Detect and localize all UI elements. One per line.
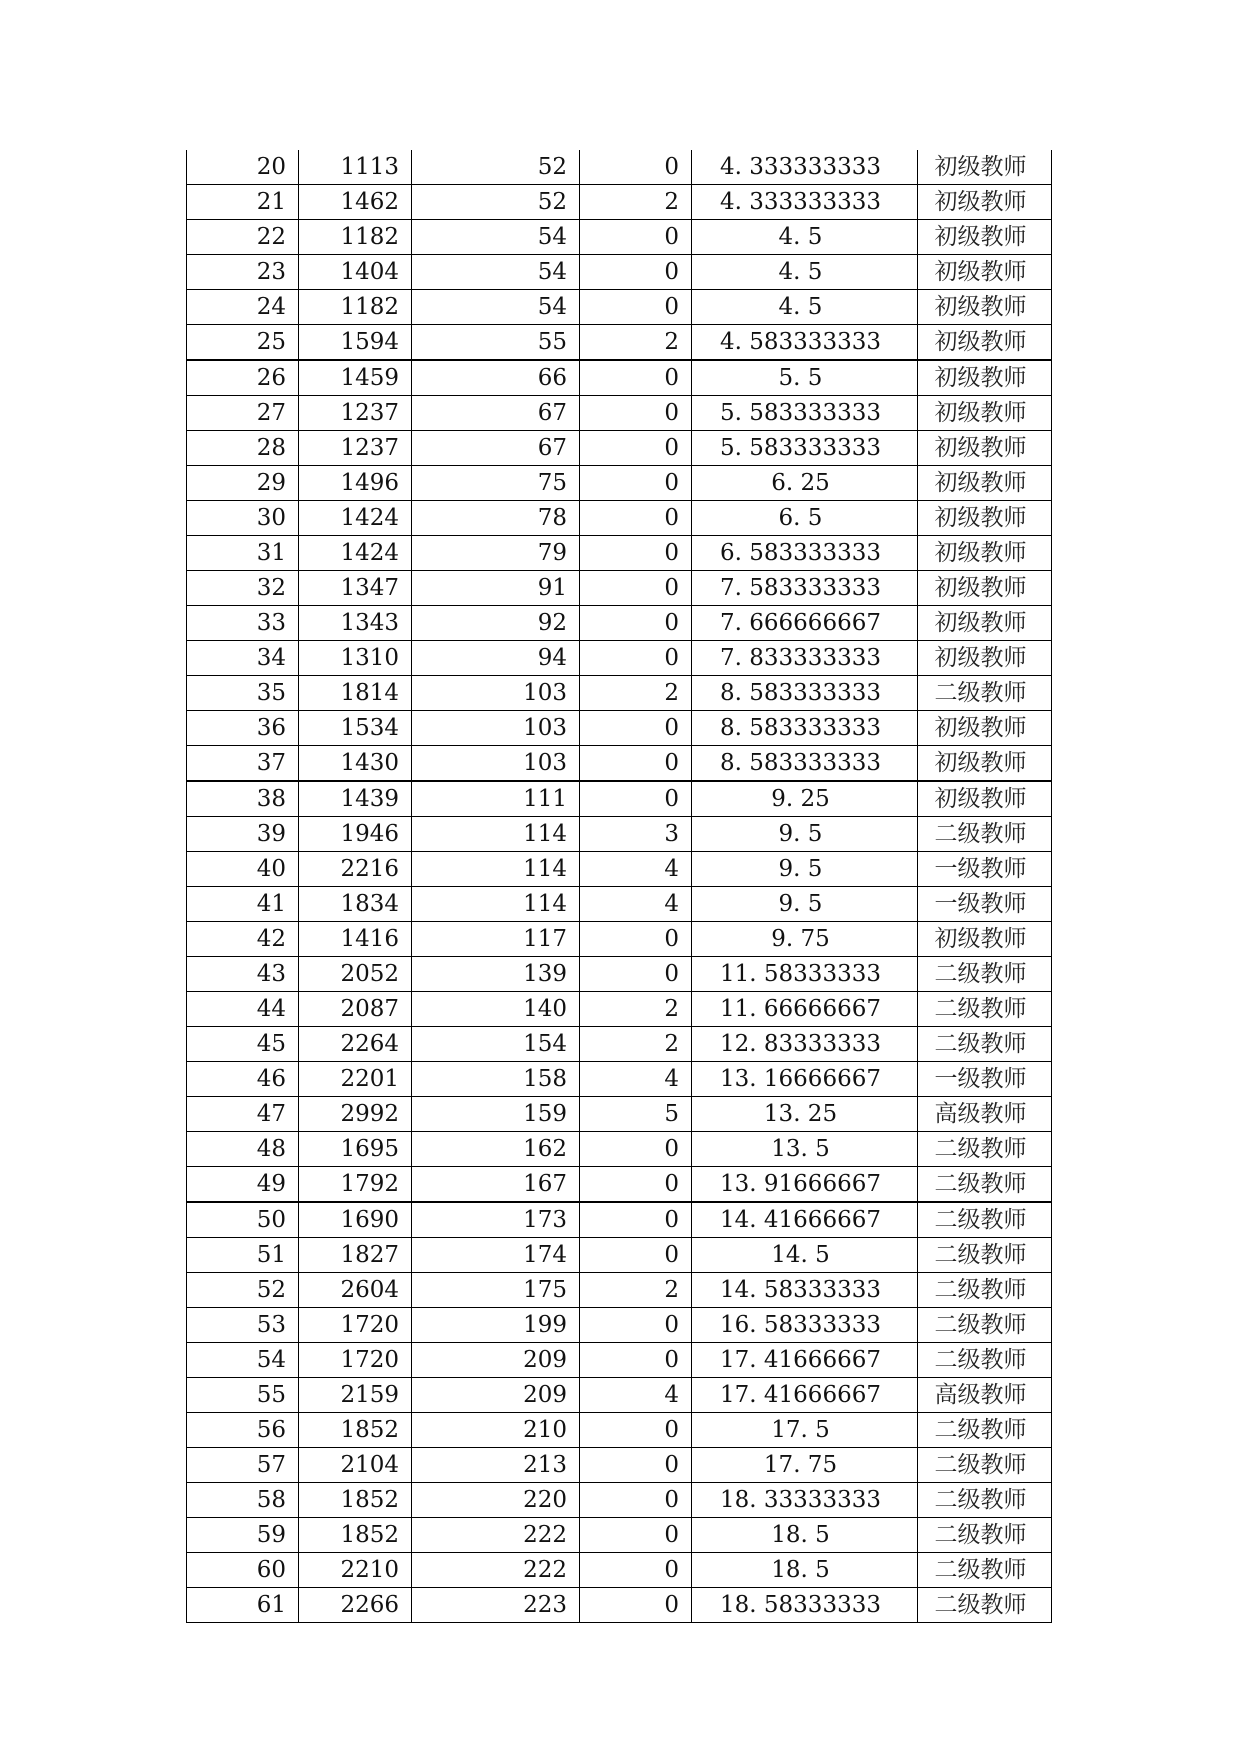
teacher-rank-cell: 二级教师 xyxy=(918,1448,1052,1483)
ratio-cell: 9. 5 xyxy=(692,817,918,852)
table-row xyxy=(187,536,1052,571)
ratio-cell: 4. 333333333 xyxy=(692,150,918,185)
row-number-cell: 24 xyxy=(187,290,299,325)
teacher-rank-cell: 二级教师 xyxy=(918,1553,1052,1588)
count-cell: 0 xyxy=(580,255,692,290)
value-b-cell: 92 xyxy=(412,606,580,641)
table-row xyxy=(187,220,1052,255)
value-b-cell: 54 xyxy=(412,255,580,290)
value-b-cell: 103 xyxy=(412,746,580,782)
value-a-cell: 2264 xyxy=(299,1027,412,1062)
table-row xyxy=(187,1518,1052,1553)
row-number-cell: 48 xyxy=(187,1132,299,1167)
value-a-cell: 1827 xyxy=(299,1238,412,1273)
value-b-cell: 220 xyxy=(412,1483,580,1518)
value-a-cell: 1594 xyxy=(299,325,412,361)
row-number-cell: 53 xyxy=(187,1308,299,1343)
value-b-cell: 173 xyxy=(412,1202,580,1238)
value-a-cell: 1237 xyxy=(299,431,412,466)
ratio-cell: 4. 333333333 xyxy=(692,185,918,220)
count-cell: 0 xyxy=(580,1343,692,1378)
teacher-rank-cell: 二级教师 xyxy=(918,1027,1052,1062)
count-cell: 0 xyxy=(580,1483,692,1518)
count-cell: 4 xyxy=(580,1378,692,1413)
teacher-rank-cell: 初级教师 xyxy=(918,290,1052,325)
value-b-cell: 209 xyxy=(412,1343,580,1378)
count-cell: 0 xyxy=(580,711,692,746)
row-number-cell: 32 xyxy=(187,571,299,606)
value-b-cell: 54 xyxy=(412,220,580,255)
value-a-cell: 1347 xyxy=(299,571,412,606)
row-number-cell: 46 xyxy=(187,1062,299,1097)
value-a-cell: 1695 xyxy=(299,1132,412,1167)
table-row xyxy=(187,1378,1052,1413)
value-b-cell: 114 xyxy=(412,852,580,887)
value-b-cell: 158 xyxy=(412,1062,580,1097)
value-a-cell: 1459 xyxy=(299,360,412,396)
row-number-cell: 42 xyxy=(187,922,299,957)
count-cell: 0 xyxy=(580,396,692,431)
row-number-cell: 45 xyxy=(187,1027,299,1062)
teacher-rank-cell: 初级教师 xyxy=(918,922,1052,957)
count-cell: 4 xyxy=(580,887,692,922)
teacher-rank-cell: 初级教师 xyxy=(918,150,1052,185)
table-row xyxy=(187,711,1052,746)
value-a-cell: 1416 xyxy=(299,922,412,957)
teacher-rank-cell: 二级教师 xyxy=(918,1167,1052,1203)
table-row xyxy=(187,466,1052,501)
table-row xyxy=(187,1588,1052,1623)
count-cell: 2 xyxy=(580,325,692,361)
table-row xyxy=(187,1167,1052,1203)
row-number-cell: 55 xyxy=(187,1378,299,1413)
ratio-cell: 18. 5 xyxy=(692,1553,918,1588)
ratio-cell: 17. 75 xyxy=(692,1448,918,1483)
value-b-cell: 52 xyxy=(412,185,580,220)
count-cell: 0 xyxy=(580,1202,692,1238)
teacher-rank-cell: 初级教师 xyxy=(918,431,1052,466)
value-b-cell: 103 xyxy=(412,676,580,711)
count-cell: 0 xyxy=(580,1132,692,1167)
table-row xyxy=(187,360,1052,396)
value-a-cell: 1834 xyxy=(299,887,412,922)
count-cell: 0 xyxy=(580,1167,692,1203)
ratio-cell: 14. 5 xyxy=(692,1238,918,1273)
ratio-cell: 13. 5 xyxy=(692,1132,918,1167)
table-row xyxy=(187,1202,1052,1238)
row-number-cell: 30 xyxy=(187,501,299,536)
value-a-cell: 1430 xyxy=(299,746,412,782)
ratio-cell: 6. 583333333 xyxy=(692,536,918,571)
table-row xyxy=(187,431,1052,466)
row-number-cell: 52 xyxy=(187,1273,299,1308)
value-b-cell: 223 xyxy=(412,1588,580,1623)
count-cell: 0 xyxy=(580,781,692,817)
value-b-cell: 55 xyxy=(412,325,580,361)
value-b-cell: 67 xyxy=(412,396,580,431)
count-cell: 0 xyxy=(580,606,692,641)
row-number-cell: 61 xyxy=(187,1588,299,1623)
count-cell: 0 xyxy=(580,431,692,466)
ratio-cell: 4. 583333333 xyxy=(692,325,918,361)
teacher-rank-cell: 二级教师 xyxy=(918,1588,1052,1623)
ratio-cell: 14. 58333333 xyxy=(692,1273,918,1308)
count-cell: 0 xyxy=(580,957,692,992)
table-row xyxy=(187,606,1052,641)
ratio-cell: 9. 5 xyxy=(692,887,918,922)
value-b-cell: 66 xyxy=(412,360,580,396)
value-a-cell: 2052 xyxy=(299,957,412,992)
teacher-rank-cell: 二级教师 xyxy=(918,957,1052,992)
row-number-cell: 39 xyxy=(187,817,299,852)
value-a-cell: 1852 xyxy=(299,1483,412,1518)
ratio-cell: 17. 5 xyxy=(692,1413,918,1448)
table-row xyxy=(187,1132,1052,1167)
row-number-cell: 54 xyxy=(187,1343,299,1378)
value-b-cell: 213 xyxy=(412,1448,580,1483)
ratio-cell: 7. 666666667 xyxy=(692,606,918,641)
row-number-cell: 40 xyxy=(187,852,299,887)
value-b-cell: 114 xyxy=(412,817,580,852)
row-number-cell: 38 xyxy=(187,781,299,817)
count-cell: 0 xyxy=(580,1413,692,1448)
table-row xyxy=(187,676,1052,711)
table-row xyxy=(187,817,1052,852)
value-a-cell: 2104 xyxy=(299,1448,412,1483)
value-b-cell: 209 xyxy=(412,1378,580,1413)
ratio-cell: 12. 83333333 xyxy=(692,1027,918,1062)
table-row xyxy=(187,1553,1052,1588)
row-number-cell: 60 xyxy=(187,1553,299,1588)
table-row xyxy=(187,571,1052,606)
ratio-cell: 9. 25 xyxy=(692,781,918,817)
teacher-rank-cell: 初级教师 xyxy=(918,501,1052,536)
count-cell: 4 xyxy=(580,852,692,887)
table-row xyxy=(187,1448,1052,1483)
count-cell: 0 xyxy=(580,746,692,782)
value-a-cell: 1182 xyxy=(299,290,412,325)
table-row xyxy=(187,1027,1052,1062)
value-b-cell: 103 xyxy=(412,711,580,746)
row-number-cell: 56 xyxy=(187,1413,299,1448)
count-cell: 0 xyxy=(580,220,692,255)
row-number-cell: 23 xyxy=(187,255,299,290)
count-cell: 5 xyxy=(580,1097,692,1132)
row-number-cell: 34 xyxy=(187,641,299,676)
ratio-cell: 9. 75 xyxy=(692,922,918,957)
value-b-cell: 199 xyxy=(412,1308,580,1343)
row-number-cell: 21 xyxy=(187,185,299,220)
teacher-rank-cell: 高级教师 xyxy=(918,1097,1052,1132)
value-a-cell: 1720 xyxy=(299,1343,412,1378)
value-b-cell: 117 xyxy=(412,922,580,957)
row-number-cell: 57 xyxy=(187,1448,299,1483)
teacher-rank-cell: 初级教师 xyxy=(918,325,1052,361)
value-a-cell: 1439 xyxy=(299,781,412,817)
value-a-cell: 2266 xyxy=(299,1588,412,1623)
teacher-rank-cell: 初级教师 xyxy=(918,360,1052,396)
teacher-rank-cell: 二级教师 xyxy=(918,1343,1052,1378)
table-row xyxy=(187,746,1052,782)
value-b-cell: 91 xyxy=(412,571,580,606)
value-a-cell: 1534 xyxy=(299,711,412,746)
teacher-rank-cell: 初级教师 xyxy=(918,711,1052,746)
value-b-cell: 52 xyxy=(412,150,580,185)
teacher-rank-cell: 初级教师 xyxy=(918,466,1052,501)
count-cell: 0 xyxy=(580,1448,692,1483)
value-a-cell: 2604 xyxy=(299,1273,412,1308)
table-row xyxy=(187,1343,1052,1378)
row-number-cell: 47 xyxy=(187,1097,299,1132)
value-b-cell: 175 xyxy=(412,1273,580,1308)
teacher-rank-cell: 二级教师 xyxy=(918,817,1052,852)
ratio-cell: 13. 16666667 xyxy=(692,1062,918,1097)
value-a-cell: 1720 xyxy=(299,1308,412,1343)
value-a-cell: 1343 xyxy=(299,606,412,641)
table-row xyxy=(187,290,1052,325)
table-row xyxy=(187,887,1052,922)
teacher-rank-cell: 初级教师 xyxy=(918,606,1052,641)
row-number-cell: 58 xyxy=(187,1483,299,1518)
table-row xyxy=(187,1308,1052,1343)
row-number-cell: 28 xyxy=(187,431,299,466)
value-b-cell: 167 xyxy=(412,1167,580,1203)
table-row xyxy=(187,852,1052,887)
row-number-cell: 59 xyxy=(187,1518,299,1553)
ratio-cell: 7. 833333333 xyxy=(692,641,918,676)
teacher-rank-cell: 初级教师 xyxy=(918,255,1052,290)
table-row xyxy=(187,150,1052,185)
count-cell: 2 xyxy=(580,1273,692,1308)
count-cell: 0 xyxy=(580,571,692,606)
count-cell: 3 xyxy=(580,817,692,852)
teacher-rank-cell: 初级教师 xyxy=(918,220,1052,255)
row-number-cell: 33 xyxy=(187,606,299,641)
teacher-rank-cell: 二级教师 xyxy=(918,1132,1052,1167)
row-number-cell: 50 xyxy=(187,1202,299,1238)
value-a-cell: 1237 xyxy=(299,396,412,431)
count-cell: 0 xyxy=(580,466,692,501)
value-b-cell: 222 xyxy=(412,1553,580,1588)
teacher-rank-cell: 初级教师 xyxy=(918,185,1052,220)
value-a-cell: 1852 xyxy=(299,1413,412,1448)
value-a-cell: 2159 xyxy=(299,1378,412,1413)
table-row xyxy=(187,501,1052,536)
table-row xyxy=(187,325,1052,361)
ratio-cell: 9. 5 xyxy=(692,852,918,887)
ratio-cell: 11. 66666667 xyxy=(692,992,918,1027)
value-a-cell: 1424 xyxy=(299,536,412,571)
value-a-cell: 1182 xyxy=(299,220,412,255)
table-row xyxy=(187,1238,1052,1273)
count-cell: 0 xyxy=(580,290,692,325)
value-a-cell: 2087 xyxy=(299,992,412,1027)
row-number-cell: 31 xyxy=(187,536,299,571)
value-a-cell: 2992 xyxy=(299,1097,412,1132)
row-number-cell: 51 xyxy=(187,1238,299,1273)
value-a-cell: 1946 xyxy=(299,817,412,852)
ratio-cell: 13. 91666667 xyxy=(692,1167,918,1203)
count-cell: 0 xyxy=(580,501,692,536)
value-a-cell: 1404 xyxy=(299,255,412,290)
ratio-cell: 18. 5 xyxy=(692,1518,918,1553)
count-cell: 0 xyxy=(580,360,692,396)
ratio-cell: 14. 41666667 xyxy=(692,1202,918,1238)
value-b-cell: 154 xyxy=(412,1027,580,1062)
ratio-cell: 4. 5 xyxy=(692,220,918,255)
value-b-cell: 174 xyxy=(412,1238,580,1273)
count-cell: 0 xyxy=(580,150,692,185)
ratio-cell: 17. 41666667 xyxy=(692,1343,918,1378)
value-b-cell: 78 xyxy=(412,501,580,536)
ratio-cell: 13. 25 xyxy=(692,1097,918,1132)
ratio-cell: 18. 33333333 xyxy=(692,1483,918,1518)
count-cell: 0 xyxy=(580,1553,692,1588)
value-a-cell: 1424 xyxy=(299,501,412,536)
ratio-cell: 8. 583333333 xyxy=(692,746,918,782)
row-number-cell: 25 xyxy=(187,325,299,361)
count-cell: 0 xyxy=(580,1518,692,1553)
row-number-cell: 27 xyxy=(187,396,299,431)
table-row xyxy=(187,1483,1052,1518)
ratio-cell: 6. 25 xyxy=(692,466,918,501)
teacher-rank-cell: 二级教师 xyxy=(918,1238,1052,1273)
value-b-cell: 75 xyxy=(412,466,580,501)
ratio-cell: 8. 583333333 xyxy=(692,676,918,711)
count-cell: 2 xyxy=(580,992,692,1027)
count-cell: 0 xyxy=(580,1588,692,1623)
value-b-cell: 111 xyxy=(412,781,580,817)
value-a-cell: 1792 xyxy=(299,1167,412,1203)
ratio-cell: 4. 5 xyxy=(692,290,918,325)
value-a-cell: 2210 xyxy=(299,1553,412,1588)
value-a-cell: 1462 xyxy=(299,185,412,220)
teacher-rank-cell: 二级教师 xyxy=(918,1273,1052,1308)
teacher-rank-cell: 二级教师 xyxy=(918,1518,1052,1553)
data-table xyxy=(186,150,1052,1623)
count-cell: 4 xyxy=(580,1062,692,1097)
ratio-cell: 16. 58333333 xyxy=(692,1308,918,1343)
table-body xyxy=(187,150,1052,1623)
value-b-cell: 139 xyxy=(412,957,580,992)
teacher-rank-cell: 一级教师 xyxy=(918,887,1052,922)
table-row xyxy=(187,641,1052,676)
ratio-cell: 11. 58333333 xyxy=(692,957,918,992)
value-b-cell: 54 xyxy=(412,290,580,325)
value-b-cell: 159 xyxy=(412,1097,580,1132)
table-row xyxy=(187,781,1052,817)
ratio-cell: 18. 58333333 xyxy=(692,1588,918,1623)
ratio-cell: 8. 583333333 xyxy=(692,711,918,746)
teacher-rank-cell: 初级教师 xyxy=(918,571,1052,606)
ratio-cell: 7. 583333333 xyxy=(692,571,918,606)
teacher-rank-cell: 初级教师 xyxy=(918,536,1052,571)
value-a-cell: 1814 xyxy=(299,676,412,711)
teacher-rank-cell: 二级教师 xyxy=(918,1413,1052,1448)
value-a-cell: 1690 xyxy=(299,1202,412,1238)
count-cell: 0 xyxy=(580,922,692,957)
row-number-cell: 41 xyxy=(187,887,299,922)
table-row xyxy=(187,992,1052,1027)
teacher-rank-cell: 初级教师 xyxy=(918,396,1052,431)
row-number-cell: 22 xyxy=(187,220,299,255)
table-row xyxy=(187,396,1052,431)
ratio-cell: 6. 5 xyxy=(692,501,918,536)
teacher-rank-cell: 二级教师 xyxy=(918,992,1052,1027)
teacher-rank-cell: 高级教师 xyxy=(918,1378,1052,1413)
count-cell: 2 xyxy=(580,676,692,711)
table-row xyxy=(187,185,1052,220)
row-number-cell: 43 xyxy=(187,957,299,992)
value-a-cell: 1113 xyxy=(299,150,412,185)
row-number-cell: 36 xyxy=(187,711,299,746)
value-b-cell: 67 xyxy=(412,431,580,466)
value-b-cell: 94 xyxy=(412,641,580,676)
teacher-rank-cell: 二级教师 xyxy=(918,1483,1052,1518)
value-a-cell: 1496 xyxy=(299,466,412,501)
teacher-rank-cell: 初级教师 xyxy=(918,746,1052,782)
row-number-cell: 35 xyxy=(187,676,299,711)
count-cell: 0 xyxy=(580,536,692,571)
table-row xyxy=(187,1413,1052,1448)
table-row xyxy=(187,1062,1052,1097)
value-b-cell: 114 xyxy=(412,887,580,922)
value-b-cell: 222 xyxy=(412,1518,580,1553)
value-a-cell: 2201 xyxy=(299,1062,412,1097)
ratio-cell: 17. 41666667 xyxy=(692,1378,918,1413)
count-cell: 0 xyxy=(580,641,692,676)
ratio-cell: 5. 583333333 xyxy=(692,396,918,431)
ratio-cell: 5. 5 xyxy=(692,360,918,396)
value-b-cell: 162 xyxy=(412,1132,580,1167)
row-number-cell: 20 xyxy=(187,150,299,185)
teacher-rank-cell: 二级教师 xyxy=(918,676,1052,711)
table-row xyxy=(187,255,1052,290)
count-cell: 2 xyxy=(580,1027,692,1062)
table-row xyxy=(187,1273,1052,1308)
value-b-cell: 79 xyxy=(412,536,580,571)
table-row xyxy=(187,1097,1052,1132)
table-row xyxy=(187,922,1052,957)
value-b-cell: 210 xyxy=(412,1413,580,1448)
row-number-cell: 44 xyxy=(187,992,299,1027)
value-b-cell: 140 xyxy=(412,992,580,1027)
count-cell: 0 xyxy=(580,1308,692,1343)
teacher-rank-cell: 一级教师 xyxy=(918,852,1052,887)
table-row xyxy=(187,957,1052,992)
value-a-cell: 1310 xyxy=(299,641,412,676)
teacher-rank-cell: 一级教师 xyxy=(918,1062,1052,1097)
teacher-rank-cell: 初级教师 xyxy=(918,781,1052,817)
row-number-cell: 26 xyxy=(187,360,299,396)
row-number-cell: 37 xyxy=(187,746,299,782)
row-number-cell: 49 xyxy=(187,1167,299,1203)
ratio-cell: 5. 583333333 xyxy=(692,431,918,466)
value-a-cell: 1852 xyxy=(299,1518,412,1553)
count-cell: 2 xyxy=(580,185,692,220)
teacher-rank-cell: 二级教师 xyxy=(918,1308,1052,1343)
row-number-cell: 29 xyxy=(187,466,299,501)
value-a-cell: 2216 xyxy=(299,852,412,887)
teacher-rank-cell: 二级教师 xyxy=(918,1202,1052,1238)
ratio-cell: 4. 5 xyxy=(692,255,918,290)
count-cell: 0 xyxy=(580,1238,692,1273)
teacher-rank-cell: 初级教师 xyxy=(918,641,1052,676)
